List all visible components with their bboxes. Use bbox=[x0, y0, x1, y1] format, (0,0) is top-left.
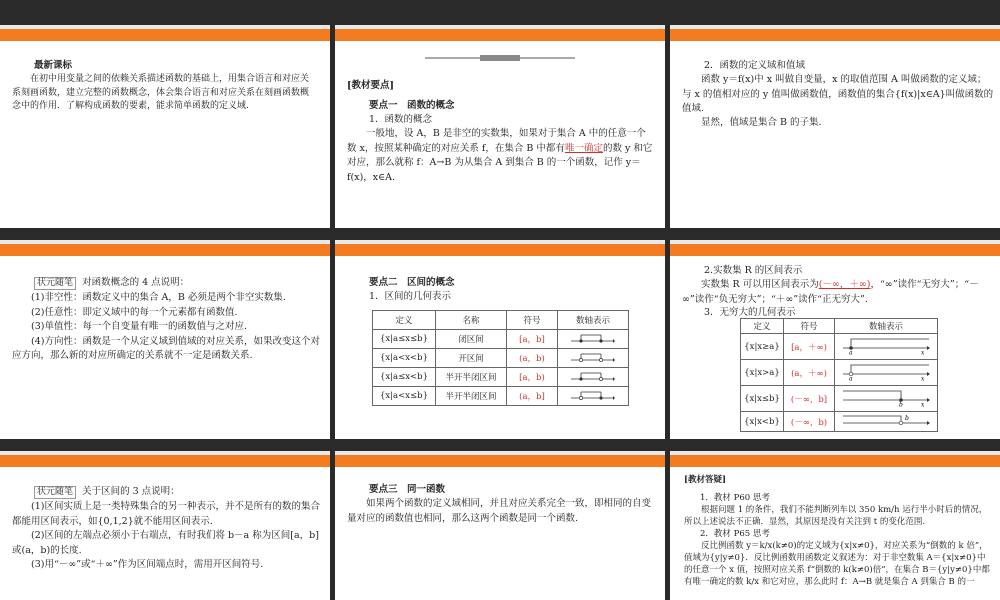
slide-body: 函数 y＝f(x)中 x 叫做自变量，x 的取值范围 A 叫做函数的定义域；与 x 的值相对应的 y 值叫做函数值，函数值的集合{f(x)|x∈A}叫做函数的值域. bbox=[682, 74, 994, 114]
definition-cell: {x|a≤x≤b} bbox=[373, 330, 436, 349]
slide-body: 在初中用变量之间的依赖关系描述函数的基础上，用集合语言和对应关系刻画函数，建立完整的函数概念，体会集合语言和对应关系在刻画函数概念中的作用．了解构成函数的要素，能求简单函数的定义域. bbox=[12, 74, 310, 111]
number-line-cell bbox=[558, 387, 629, 406]
orange-band bbox=[0, 29, 330, 41]
slide-4[interactable] bbox=[0, 240, 330, 439]
column-header: 定义 bbox=[741, 319, 784, 334]
symbol-cell: [a，＋∞) bbox=[784, 334, 835, 360]
table-header-row bbox=[741, 319, 938, 334]
note-intro-text: 对函数概念的 4 点说明： bbox=[82, 277, 190, 288]
slide-note: 显然，值域是集合 B 的子集. bbox=[701, 117, 822, 128]
point-subheading: 3．无穷大的几何表示 bbox=[704, 307, 796, 318]
list-item: (3)单值性：每一个自变量有唯一的函数值与之对应. bbox=[31, 321, 247, 332]
symbol-cell: (a，b] bbox=[507, 387, 558, 406]
svg-text:x: x bbox=[921, 401, 925, 407]
symbol-cell: (a，＋∞) bbox=[784, 360, 835, 386]
definition-cell: {x|x≤b} bbox=[741, 386, 784, 412]
column-header: 数轴表示 bbox=[835, 319, 938, 334]
slide-3[interactable] bbox=[670, 25, 1000, 228]
number-line-icon bbox=[841, 361, 931, 381]
definition-cell: {x|x>a} bbox=[741, 360, 784, 386]
number-line-cell bbox=[835, 386, 938, 412]
point-subheading: 1．函数的概念 bbox=[369, 114, 433, 125]
number-line-cell bbox=[835, 334, 938, 360]
orange-band bbox=[335, 244, 665, 256]
top-bar bbox=[0, 0, 1000, 25]
note-intro bbox=[34, 276, 189, 291]
list-item: (2)区间的左端点必须小于右端点，有时我们将 b－a 称为区间[a，b]或(a，b)的长度. bbox=[12, 530, 319, 556]
orange-band bbox=[335, 455, 665, 467]
table-row bbox=[373, 368, 629, 387]
number-line-cell bbox=[835, 412, 938, 432]
column-header: 定义 bbox=[373, 311, 436, 330]
note-list bbox=[12, 291, 324, 364]
definition-part: 一般地，设 A，B 是非空的实数集，如果对于集合 A 中的任意一个数 x，按照某种确定的对应关系 f，在集合 B 中都有 bbox=[347, 128, 646, 154]
section-label: [教材答疑] bbox=[684, 475, 727, 485]
number-line-cell bbox=[558, 368, 629, 387]
point-heading: 要点三 同一函数 bbox=[369, 484, 446, 495]
orange-band bbox=[670, 455, 1000, 467]
slide-8[interactable] bbox=[335, 451, 665, 600]
point-heading: 2．函数的定义域和值域 bbox=[704, 60, 806, 71]
row-divider bbox=[0, 228, 1000, 240]
interval-table bbox=[372, 310, 629, 406]
number-line-icon bbox=[571, 351, 615, 365]
number-line-icon bbox=[571, 370, 615, 384]
number-line-icon bbox=[841, 335, 931, 355]
column-header: 数轴表示 bbox=[558, 311, 629, 330]
svg-text:x: x bbox=[921, 349, 925, 355]
slide-body bbox=[682, 278, 994, 307]
definition-cell: {x|a<x≤b} bbox=[373, 387, 436, 406]
table-row bbox=[373, 330, 629, 349]
name-cell: 半开半闭区间 bbox=[436, 368, 507, 387]
number-line-cell bbox=[835, 360, 938, 386]
section-label: [教材要点] bbox=[347, 80, 394, 91]
axis-label: b bbox=[899, 401, 903, 407]
column-header: 名称 bbox=[436, 311, 507, 330]
row-divider bbox=[0, 439, 1000, 451]
name-cell: 闭区间 bbox=[436, 330, 507, 349]
slide-body: 如果两个函数的定义域相同，并且对应关系完全一致，即相同的自变量对应的函数值也相同，那么这两个函数是同一个函数. bbox=[347, 498, 652, 524]
name-cell: 半开半闭区间 bbox=[436, 387, 507, 406]
axis-label: b bbox=[905, 415, 909, 422]
answer-text: 根据问题 1 的条件，我们不能判断列车以 350 km/h 运行半小时后的情况，所以上述说法不正确．显然，其原因是没有关注到 t 的变化范围. bbox=[684, 505, 988, 527]
list-item: (1)非空性：函数定义中的集合 A，B 必须是两个非空实数集. bbox=[31, 292, 286, 303]
point-heading: 要点二 区间的概念 bbox=[369, 277, 455, 288]
note-tag: 状元随笔 bbox=[34, 486, 76, 499]
number-line-icon bbox=[571, 332, 615, 346]
note-tag: 状元随笔 bbox=[34, 277, 76, 290]
table-row bbox=[373, 349, 629, 368]
number-line-cell bbox=[558, 349, 629, 368]
orange-band bbox=[335, 29, 665, 41]
infinity-table bbox=[740, 318, 938, 432]
number-line-icon bbox=[571, 389, 615, 403]
axis-label: a bbox=[849, 375, 853, 381]
symbol-cell: [a，b] bbox=[507, 330, 558, 349]
table-header-row bbox=[373, 311, 629, 330]
list-item: (3)用“－∞”或“＋∞”作为区间端点时，需用开区间符号. bbox=[31, 559, 264, 570]
symbol-cell: (a，b) bbox=[507, 349, 558, 368]
definition-text bbox=[347, 127, 655, 185]
body-part: 实数集 R 可以用区间表示为 bbox=[701, 279, 819, 290]
slide-9[interactable] bbox=[670, 451, 1000, 600]
symbol-cell: (－∞，b) bbox=[784, 412, 835, 432]
table-row bbox=[741, 386, 938, 412]
svg-text:x: x bbox=[921, 375, 925, 381]
slide-2[interactable] bbox=[335, 25, 665, 228]
name-cell: 开区间 bbox=[436, 349, 507, 368]
number-line-cell bbox=[558, 330, 629, 349]
list-item: (2)任意性：即定义域中的每一个元素都有函数值. bbox=[31, 306, 238, 318]
note-intro bbox=[34, 485, 180, 500]
table-row bbox=[373, 387, 629, 406]
symbol-cell: [a，b) bbox=[507, 368, 558, 387]
definition-cell: {x|x<b} bbox=[741, 412, 784, 432]
body-part: ，“∞”读作“无穷大”；“－∞”读作“负无穷大”；“＋∞”读作“正无穷大”. bbox=[682, 279, 979, 305]
slide-1[interactable] bbox=[0, 25, 330, 228]
orange-band bbox=[0, 244, 330, 256]
column-header: 符号 bbox=[784, 319, 835, 334]
definition-cell: {x|a≤x<b} bbox=[373, 368, 436, 387]
definition-cell: {x|a<x<b} bbox=[373, 349, 436, 368]
question-heading: 1．教材 P60 思考 bbox=[700, 493, 770, 503]
point-subheading: 1．区间的几何表示 bbox=[369, 291, 452, 302]
orange-band bbox=[0, 455, 330, 467]
table-row bbox=[741, 360, 938, 386]
definition-part: 的数 y 和它对应，那么就称 f：A→B 为从集合 A 到集合 B 的一个函数，记作 y＝f(x)，x∈A. bbox=[347, 142, 653, 183]
point-heading: 要点一 函数的概念 bbox=[369, 100, 455, 111]
point-heading: 2.实数集 R 的区间表示 bbox=[704, 265, 803, 276]
list-item: (1)区间实质上是一类特殊集合的另一种表示，并不是所有的数的集合都能用区间表示，如{0,1,2}就不能用区间表示. bbox=[12, 501, 320, 527]
table-row bbox=[741, 412, 938, 432]
slide-6[interactable] bbox=[670, 240, 1000, 439]
highlighted-term: (－∞，＋∞) bbox=[818, 279, 871, 290]
definition-cell: {x|x≥a} bbox=[741, 334, 784, 360]
highlighted-term: 唯一确定 bbox=[564, 142, 603, 154]
note-list bbox=[12, 500, 324, 573]
slide-title: 最新课标 bbox=[34, 60, 73, 71]
slide-7[interactable] bbox=[0, 451, 330, 600]
symbol-cell: (－∞，b] bbox=[784, 386, 835, 412]
mini-banner bbox=[425, 55, 575, 61]
answer-text: 反比例函数 y＝k/x(k≠0)的定义域为{x|x≠0}，对应关系为“倒数的 k 倍”，值域为{y|y≠0}．反比例函数用函数定义叙述为：对于非空数集 A＝{x|x≠0}中的任意一个 x 值，按照对应关系 f“倒数的 k(k≠0)倍”，在集合 B＝{y|y≠0}中都有唯一确定的数 k/x 和它对应，那么此时 f：A→B 就是集合 A 到集合 B 的一 bbox=[684, 541, 990, 587]
orange-band bbox=[670, 244, 1000, 256]
slide-5[interactable] bbox=[335, 240, 665, 439]
orange-band bbox=[670, 29, 1000, 41]
number-line-icon bbox=[841, 413, 931, 427]
axis-label: a bbox=[849, 349, 853, 355]
column-header: 符号 bbox=[507, 311, 558, 330]
table-row bbox=[741, 334, 938, 360]
number-line-icon bbox=[841, 387, 931, 407]
note-intro-text: 关于区间的 3 点说明： bbox=[82, 486, 180, 497]
list-item: (4)方向性：函数是一个从定义域到值域的对应关系，如果改变这个对应方向，那么新的对应所确定的关系就不一定是函数关系. bbox=[12, 335, 320, 361]
question-heading: 2．教材 P65 思考 bbox=[700, 529, 770, 539]
